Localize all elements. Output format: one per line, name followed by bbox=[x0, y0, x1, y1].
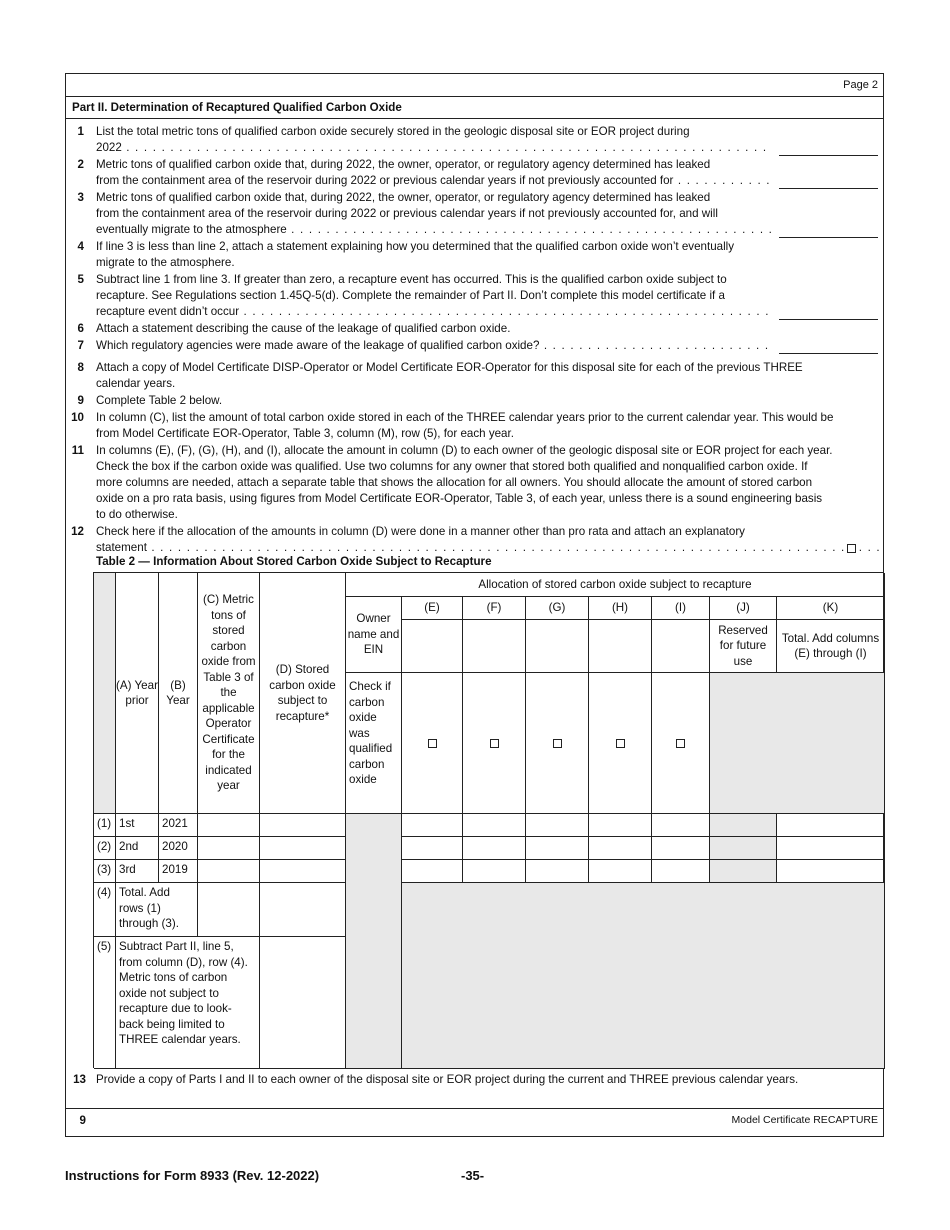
row-number-text: (2) bbox=[97, 840, 112, 853]
item-number: 9 bbox=[77, 394, 84, 407]
row-number-text: (3) bbox=[97, 863, 112, 876]
item-text-line: migrate to the atmosphere. bbox=[96, 256, 235, 269]
qualified-checkbox[interactable] bbox=[616, 739, 625, 748]
check-qualified-label-text: Check if carbon oxide was qualified carbon oxide bbox=[349, 680, 393, 786]
row-4-column-c-input[interactable] bbox=[198, 883, 260, 937]
column-letter-1 bbox=[463, 597, 526, 620]
footer-page: -35- bbox=[461, 1168, 485, 1183]
allocation-input[interactable] bbox=[402, 837, 463, 860]
year-text: 2021 bbox=[162, 817, 188, 830]
allocation-input[interactable] bbox=[652, 860, 710, 883]
item-number: 1 bbox=[77, 125, 84, 138]
column-k-header bbox=[777, 620, 885, 673]
row-5-column-d-input[interactable] bbox=[260, 937, 346, 1069]
instruction-item-2 bbox=[66, 157, 882, 189]
answer-line-3[interactable] bbox=[779, 237, 878, 238]
item-text-line: to do otherwise. bbox=[96, 508, 178, 521]
divider bbox=[66, 118, 884, 119]
column-c-input[interactable] bbox=[198, 814, 260, 837]
row-number bbox=[94, 937, 116, 1069]
item-text bbox=[96, 360, 882, 392]
column-d-input[interactable] bbox=[260, 814, 346, 837]
item-text-line: Attach a statement describing the cause of the leakage of qualified carbon oxide. bbox=[96, 322, 511, 335]
item-text-line: oxide on a pro rata basis, using figures from Model Certificate EOR-Operator, Table 3, of each year, unless there is a sound engineering basis bbox=[96, 492, 823, 505]
item-number: 10 bbox=[71, 411, 84, 424]
item-text-line: If line 3 is less than line 2, attach a statement explaining how you determined that the qualified carbon oxide won’t eventually bbox=[96, 240, 735, 253]
year-prior-text: 3rd bbox=[119, 863, 136, 876]
column-letter-0-text: (E) bbox=[424, 601, 440, 615]
year-prior bbox=[116, 860, 159, 883]
column-j-header-text: Reserved for future use bbox=[718, 623, 768, 668]
item-text bbox=[96, 157, 882, 189]
owner-name-input[interactable] bbox=[402, 620, 463, 673]
qualified-checkbox-cell bbox=[402, 673, 463, 814]
answer-line-5[interactable] bbox=[779, 319, 878, 320]
item-number: 6 bbox=[77, 322, 84, 335]
column-a-header bbox=[116, 573, 159, 814]
allocation-input[interactable] bbox=[463, 814, 526, 837]
year bbox=[159, 814, 198, 837]
item-text-line: 2022 . . . bbox=[96, 140, 772, 156]
allocation-header-text: Allocation of stored carbon oxide subject to recapture bbox=[478, 577, 752, 591]
column-d-input[interactable] bbox=[260, 837, 346, 860]
column-k-header-text: Total. Add columns (E) through (I) bbox=[781, 631, 880, 660]
item-number: 5 bbox=[77, 273, 84, 286]
answer-line-2[interactable] bbox=[779, 188, 878, 189]
column-letter-0 bbox=[402, 597, 463, 620]
allocation-input[interactable] bbox=[652, 814, 710, 837]
qualified-checkbox-cell bbox=[652, 673, 710, 814]
item-text bbox=[96, 393, 882, 409]
allocation-checkbox[interactable] bbox=[847, 544, 856, 553]
qualified-checkbox-cell bbox=[526, 673, 589, 814]
column-b-header bbox=[159, 573, 198, 814]
column-letter-4-text: (I) bbox=[675, 601, 686, 615]
allocation-input[interactable] bbox=[589, 837, 652, 860]
item-text-line: from the containment area of the reservoir during 2022 or previous calendar years if not previously accounted for . . . bbox=[96, 173, 772, 189]
item-text-line: Check the box if the carbon oxide was qualified. Use two columns for any owner that stored both qualified and nonqualified carbon oxide. If bbox=[96, 460, 808, 473]
footer-number: 9 bbox=[79, 1114, 86, 1127]
item-text-line: recapture event didn’t occur . . . bbox=[96, 304, 772, 320]
qualified-checkbox[interactable] bbox=[553, 739, 562, 748]
row-5-label bbox=[116, 937, 260, 1069]
year-text: 2020 bbox=[162, 840, 188, 853]
item-text-line: from Model Certificate EOR-Operator, Table 3, column (M), row (5), for each year. bbox=[96, 427, 514, 440]
item-text bbox=[96, 443, 882, 523]
item-text-line: Metric tons of qualified carbon oxide that, during 2022, the owner, operator, or regulatory agency determined has leaked bbox=[96, 158, 711, 171]
column-letter-5-text: (J) bbox=[736, 601, 750, 615]
column-letter-2-text: (G) bbox=[548, 601, 566, 615]
row-number-text: (1) bbox=[97, 817, 112, 830]
column-letter-1-text: (F) bbox=[486, 601, 502, 615]
shaded-jk bbox=[710, 673, 885, 814]
year-prior bbox=[116, 814, 159, 837]
allocation-input[interactable] bbox=[463, 860, 526, 883]
column-letter-6 bbox=[777, 597, 885, 620]
row-number-text: (4) bbox=[97, 886, 112, 899]
year-prior-text: 1st bbox=[119, 817, 135, 830]
owner-column-shaded bbox=[346, 814, 402, 1069]
allocation-input[interactable] bbox=[526, 814, 589, 837]
allocation-input[interactable] bbox=[526, 860, 589, 883]
item-text bbox=[96, 410, 882, 442]
item-text bbox=[96, 338, 882, 354]
item-text-line: Attach a copy of Model Certificate DISP-Operator or Model Certificate EOR-Operator for this disposal site for each of the previous THREE bbox=[96, 361, 803, 374]
column-a-header-text: (A) Year prior bbox=[116, 678, 158, 707]
item-text bbox=[96, 190, 882, 238]
row-4-label-text: Total. Add rows (1) through (3). bbox=[119, 886, 179, 930]
item-text bbox=[96, 272, 882, 320]
owner-name-input[interactable] bbox=[463, 620, 526, 673]
shaded-row-number-column bbox=[94, 573, 116, 814]
owner-name-label-text: Owner name and EIN bbox=[347, 612, 400, 657]
row-number bbox=[94, 860, 116, 883]
column-j-shaded bbox=[710, 860, 777, 883]
column-j-shaded bbox=[710, 837, 777, 860]
item-text-line: Metric tons of qualified carbon oxide that, during 2022, the owner, operator, or regulatory agency determined has leaked bbox=[96, 191, 711, 204]
column-letter-5 bbox=[710, 597, 777, 620]
column-k-input[interactable] bbox=[777, 860, 885, 883]
qualified-checkbox[interactable] bbox=[428, 739, 437, 748]
year bbox=[159, 837, 198, 860]
allocation-input[interactable] bbox=[402, 860, 463, 883]
divider bbox=[66, 1108, 884, 1109]
table-2 bbox=[93, 572, 884, 1068]
qualified-checkbox[interactable] bbox=[490, 739, 499, 748]
item-text-line: more columns are needed, attach a separate table that shows the allocation for all owners. You should allocate the amount of stored carbon bbox=[96, 476, 813, 489]
item-text-line: Complete Table 2 below. bbox=[96, 394, 223, 407]
item-number: 13 bbox=[73, 1073, 86, 1086]
column-b-header-text: (B) Year bbox=[166, 678, 190, 707]
instruction-item-11 bbox=[66, 443, 882, 523]
instruction-item-10 bbox=[66, 410, 882, 442]
page-label: Page 2 bbox=[843, 79, 878, 91]
owner-name-input[interactable] bbox=[652, 620, 710, 673]
item-number: 11 bbox=[71, 444, 84, 457]
item-number: 7 bbox=[77, 339, 84, 352]
item-number: 8 bbox=[77, 361, 84, 374]
item-13-text: Provide a copy of Parts I and II to each owner of the disposal site or EOR project during the current and THREE previous calendar years. bbox=[96, 1073, 799, 1086]
item-text-line: Which regulatory agencies were made aware of the leakage of qualified carbon oxide? . . . bbox=[96, 338, 772, 354]
item-number: 2 bbox=[77, 158, 84, 171]
item-text-line: Subtract line 1 from line 3. If greater than zero, a recapture event has occurred. This is the qualified carbon oxide subject to bbox=[96, 273, 727, 286]
allocation-input[interactable] bbox=[589, 814, 652, 837]
qualified-checkbox[interactable] bbox=[676, 739, 685, 748]
table-title: Table 2 — Information About Stored Carbon Oxide Subject to Recapture bbox=[96, 555, 492, 568]
column-d-input[interactable] bbox=[260, 860, 346, 883]
item-text bbox=[96, 524, 882, 556]
item-text bbox=[96, 321, 882, 337]
row-number bbox=[94, 837, 116, 860]
column-c-input[interactable] bbox=[198, 860, 260, 883]
row-number-text: (5) bbox=[97, 940, 112, 953]
check-qualified-label bbox=[346, 673, 402, 814]
instruction-item-6 bbox=[66, 321, 882, 337]
year bbox=[159, 860, 198, 883]
allocation-input[interactable] bbox=[652, 837, 710, 860]
item-text bbox=[96, 239, 882, 271]
item-text-line: In column (C), list the amount of total carbon oxide stored in each of the THREE calendar years prior to the current calendar year. This would be bbox=[96, 411, 834, 424]
allocation-input[interactable] bbox=[589, 860, 652, 883]
instruction-item-3 bbox=[66, 190, 882, 238]
year-prior-text: 2nd bbox=[119, 840, 139, 853]
instruction-item-7 bbox=[66, 338, 882, 354]
footer-form: Instructions for Form 8933 (Rev. 12-2022) bbox=[65, 1168, 320, 1183]
year-text: 2019 bbox=[162, 863, 188, 876]
allocation-input[interactable] bbox=[402, 814, 463, 837]
row-number bbox=[94, 883, 116, 937]
column-letter-4 bbox=[652, 597, 710, 620]
column-c-header bbox=[198, 573, 260, 814]
item-text-line: Check here if the allocation of the amounts in column (D) were done in a manner other than pro rata and attach an explanatory bbox=[96, 525, 745, 538]
qualified-checkbox-cell bbox=[463, 673, 526, 814]
row-5-label-text: Subtract Part II, line 5, from column (D), row (4). Metric tons of carbon oxide not subject to recapture due to look-back being limited to THREE calendar years. bbox=[119, 940, 248, 1046]
qualified-checkbox-cell bbox=[589, 673, 652, 814]
instruction-item-12 bbox=[66, 524, 882, 556]
item-text-line: eventually migrate to the atmosphere . . . bbox=[96, 222, 772, 238]
item-number: 3 bbox=[77, 191, 84, 204]
row-4-column-d-input[interactable] bbox=[260, 883, 346, 937]
instruction-item-1 bbox=[66, 124, 882, 156]
row-4-label bbox=[116, 883, 198, 937]
instruction-item-9 bbox=[66, 393, 882, 409]
item-number: 12 bbox=[71, 525, 84, 538]
allocation-header bbox=[346, 573, 885, 597]
instruction-item-5 bbox=[66, 272, 882, 320]
year-prior bbox=[116, 837, 159, 860]
item-number: 4 bbox=[77, 240, 84, 253]
certificate-name: Model Certificate RECAPTURE bbox=[731, 1114, 878, 1126]
column-j-shaded bbox=[710, 814, 777, 837]
owner-name-input[interactable] bbox=[526, 620, 589, 673]
allocation-input[interactable] bbox=[526, 837, 589, 860]
item-text-line: statement . . . bbox=[96, 540, 880, 556]
answer-line-7[interactable] bbox=[779, 353, 878, 354]
item-text-line: from the containment area of the reservoir during 2022 or previous calendar years if not previously accounted for, and will bbox=[96, 207, 718, 220]
column-d-header-text: (D) Stored carbon oxide subject to recapture* bbox=[269, 663, 336, 723]
answer-line-1[interactable] bbox=[779, 155, 878, 156]
instruction-item-4 bbox=[66, 239, 882, 271]
item-text-line: recapture. See Regulations section 1.45Q-5(d). Complete the remainder of Part II. Don’t complete this model certificate if a bbox=[96, 289, 725, 302]
column-d-header bbox=[260, 573, 346, 814]
item-text bbox=[96, 124, 882, 156]
owner-name-input[interactable] bbox=[589, 620, 652, 673]
column-j-header bbox=[710, 620, 777, 673]
column-letter-3 bbox=[589, 597, 652, 620]
divider bbox=[66, 96, 884, 97]
allocation-input[interactable] bbox=[463, 837, 526, 860]
column-k-input[interactable] bbox=[777, 814, 885, 837]
column-letter-2 bbox=[526, 597, 589, 620]
item-text-line: calendar years. bbox=[96, 377, 176, 390]
column-c-header-text: (C) Metric tons of stored carbon oxide from Table 3 of the applicable Operator Certificate for the indicated year bbox=[201, 593, 256, 793]
shaded-area bbox=[402, 883, 885, 1069]
item-text-line: In columns (E), (F), (G), (H), and (I), allocate the amount in column (D) to each owner of the geologic disposal site or EOR project for each year. bbox=[96, 444, 833, 457]
instruction-list bbox=[66, 123, 882, 556]
owner-name-label bbox=[346, 597, 402, 673]
column-c-input[interactable] bbox=[198, 837, 260, 860]
column-k-input[interactable] bbox=[777, 837, 885, 860]
item-text-line: List the total metric tons of qualified carbon oxide securely stored in the geologic disposal site or EOR project during bbox=[96, 125, 690, 138]
part-title: Part II. Determination of Recaptured Qualified Carbon Oxide bbox=[72, 101, 402, 114]
instruction-item-8 bbox=[66, 360, 882, 392]
column-letter-6-text: (K) bbox=[822, 601, 839, 615]
row-number bbox=[94, 814, 116, 837]
column-letter-3-text: (H) bbox=[611, 601, 629, 615]
